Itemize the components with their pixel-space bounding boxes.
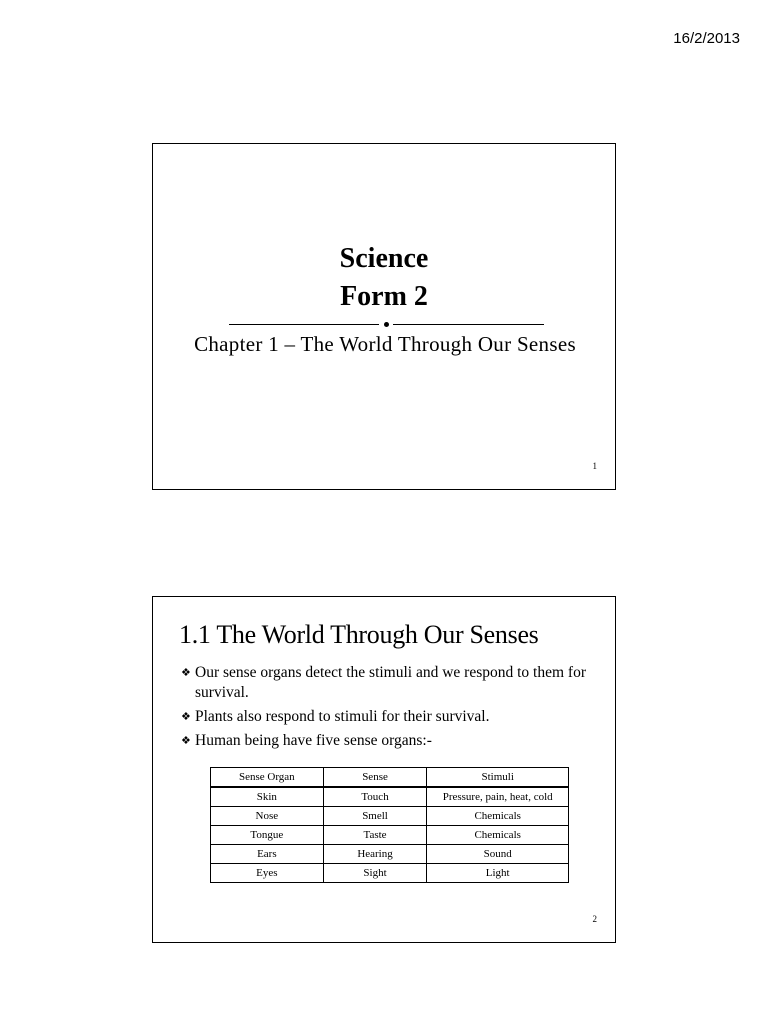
table-cell: Pressure, pain, heat, cold bbox=[427, 787, 569, 807]
table-cell: Smell bbox=[323, 807, 427, 826]
table-row bbox=[211, 787, 569, 807]
sense-organs-table bbox=[210, 767, 569, 883]
list-item bbox=[181, 663, 601, 703]
slide-1-page-number: 1 bbox=[592, 461, 597, 471]
table-cell: Sound bbox=[427, 845, 569, 864]
list-item bbox=[181, 731, 601, 751]
table-cell: Sight bbox=[323, 864, 427, 883]
list-item bbox=[181, 707, 601, 727]
divider-dot-icon bbox=[384, 322, 389, 327]
slide-1 bbox=[152, 143, 616, 490]
table-row bbox=[211, 864, 569, 883]
header-stimuli: Stimuli bbox=[427, 768, 569, 788]
title-line-1: Science bbox=[339, 243, 429, 274]
divider-line-left bbox=[229, 324, 379, 325]
table-row bbox=[211, 845, 569, 864]
table-cell: Nose bbox=[211, 807, 324, 826]
header-sense-organ: Sense Organ bbox=[211, 768, 324, 788]
bullet-text: Human being have five sense organs:- bbox=[195, 732, 432, 749]
slide-1-subtitle: Chapter 1 – The World Through Our Senses bbox=[194, 332, 576, 356]
table-cell: Hearing bbox=[323, 845, 427, 864]
table-cell: Touch bbox=[323, 787, 427, 807]
table-cell: Chemicals bbox=[427, 826, 569, 845]
title-divider bbox=[229, 320, 544, 330]
bullet-list bbox=[181, 663, 601, 755]
table-cell: Light bbox=[427, 864, 569, 883]
table-cell: Skin bbox=[211, 787, 324, 807]
bullet-text: Plants also respond to stimuli for their survival. bbox=[195, 708, 490, 725]
slide-2-page-number: 2 bbox=[592, 914, 597, 924]
table-cell: Ears bbox=[211, 845, 324, 864]
slide-1-title bbox=[153, 240, 615, 316]
slide-2-title: 1.1 The World Through Our Senses bbox=[179, 620, 539, 649]
diamond-bullet-icon: ❖ bbox=[181, 667, 191, 679]
slide-2 bbox=[152, 596, 616, 943]
header-sense: Sense bbox=[323, 768, 427, 788]
table-row bbox=[211, 826, 569, 845]
diamond-bullet-icon: ❖ bbox=[181, 735, 191, 747]
diamond-bullet-icon: ❖ bbox=[181, 711, 191, 723]
table-header-row bbox=[211, 768, 569, 788]
table-cell: Eyes bbox=[211, 864, 324, 883]
table-row bbox=[211, 807, 569, 826]
table-cell: Taste bbox=[323, 826, 427, 845]
divider-line-right bbox=[393, 324, 544, 325]
bullet-text: Our sense organs detect the stimuli and we respond to them for survival. bbox=[195, 664, 586, 701]
print-date: 16/2/2013 bbox=[673, 30, 740, 47]
table-cell: Tongue bbox=[211, 826, 324, 845]
title-line-2: Form 2 bbox=[340, 281, 428, 312]
table-cell: Chemicals bbox=[427, 807, 569, 826]
